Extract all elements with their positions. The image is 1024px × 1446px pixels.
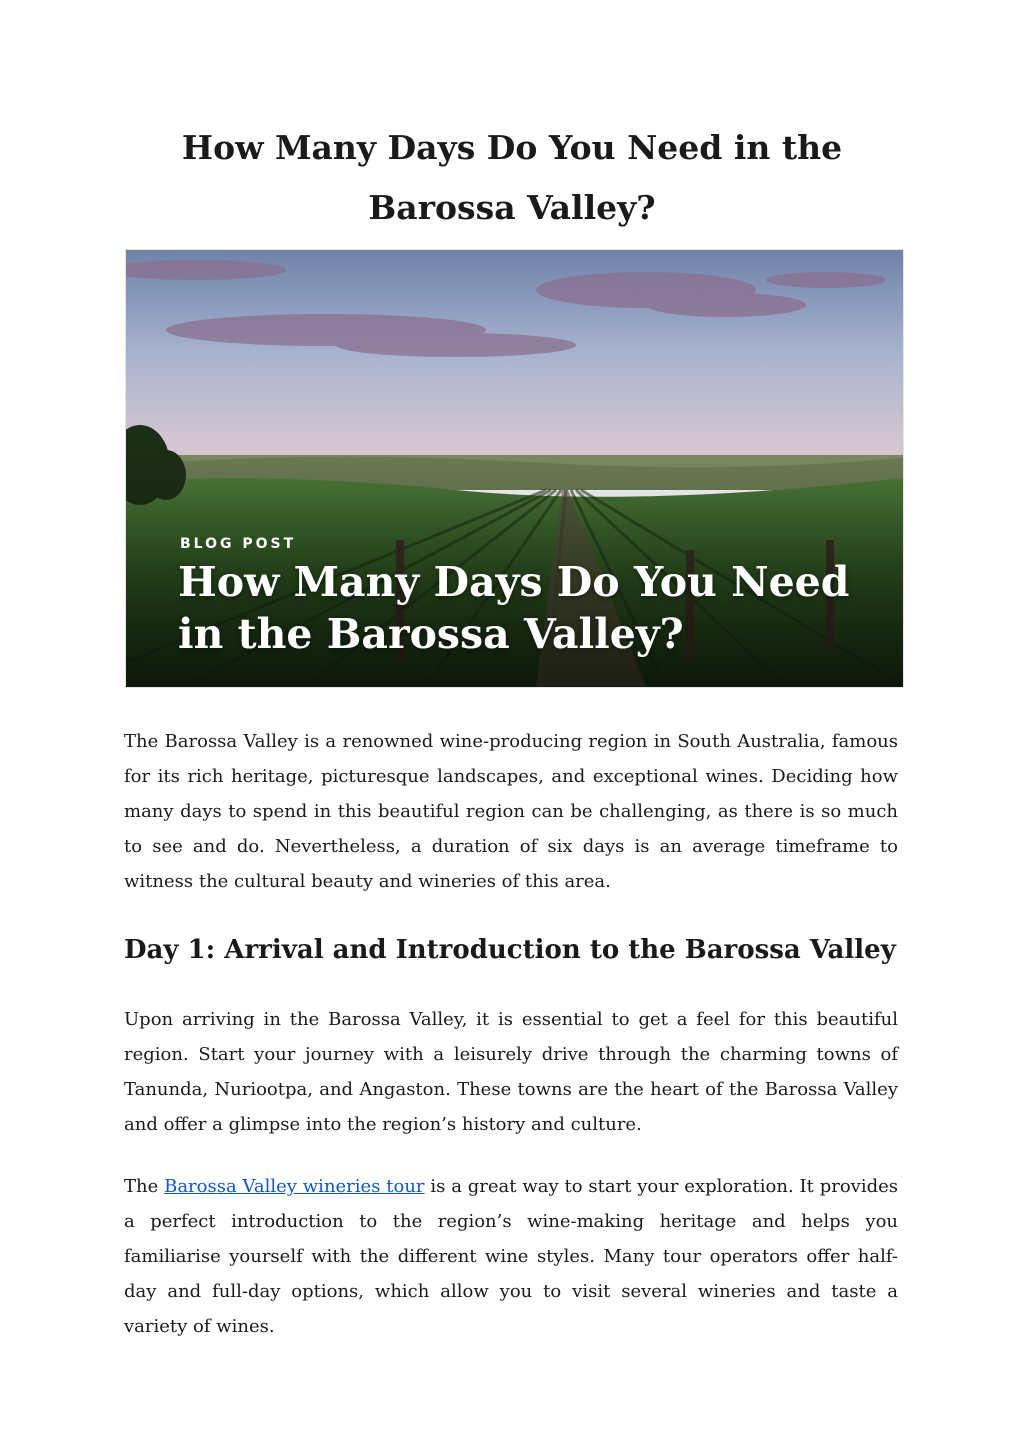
hero-title: How Many Days Do You Need in the Barossa Valley?: [178, 558, 850, 658]
day1-paragraph-2: [124, 1169, 898, 1344]
day1-heading: Day 1: Arrival and Introduction to the Barossa Valley: [124, 935, 896, 965]
day1-paragraph-1: Upon arriving in the Barossa Valley, it is essential to get a feel for this beautiful region. Start your journey with a leisurely drive through the charming towns of Tanunda, Nuriootpa, and Angaston. These towns are the heart of the Barossa Valley and offer a glimpse into the region’s history and culture.: [124, 1009, 898, 1135]
intro-paragraph: The Barossa Valley is a renowned wine-producing region in South Australia, famous for its rich heritage, picturesque landscapes, and exceptional wines. Deciding how many days to spend in this beautiful region can be challenging, as there is so much to see and do. Nevertheless, a duration of six days is an average timeframe to witness the cultural beauty and wineries of this area.: [124, 731, 898, 892]
paragraph-text: is a great way to start your exploration. It provides a perfect introduction to the region’s wine-making heritage and helps you familiarise yourself with the different wine styles. Many tour operators offer half-day and full-day options, which allow you to visit several wineries and taste a variety of wines.: [124, 1176, 898, 1337]
hero-kicker: BLOG POST: [180, 536, 297, 552]
document-title: How Many Days Do You Need in the Barossa Valley?: [181, 128, 843, 227]
paragraph-text: The: [124, 1176, 165, 1197]
hero-image: [125, 249, 904, 688]
wineries-tour-link[interactable]: Barossa Valley wineries tour: [164, 1176, 425, 1197]
